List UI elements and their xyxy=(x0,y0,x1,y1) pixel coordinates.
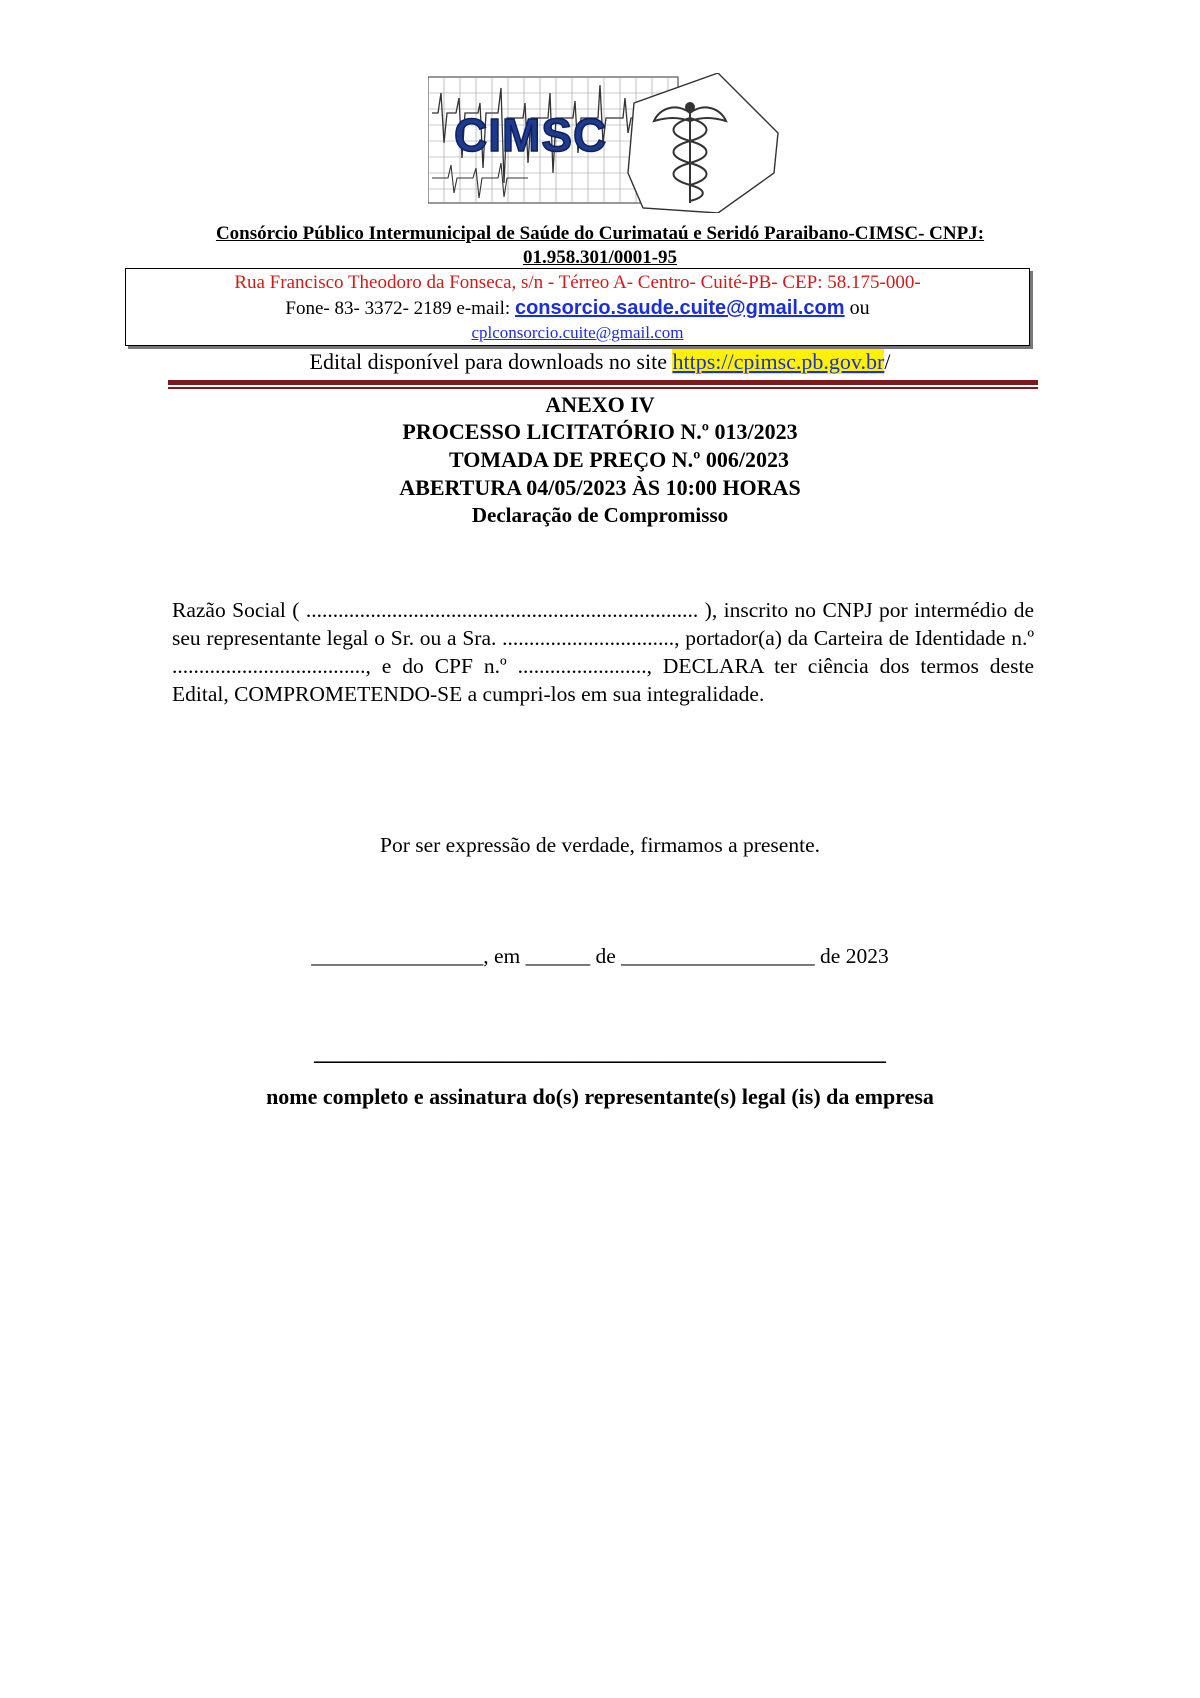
opening-date: ABERTURA 04/05/2023 ÀS 10:00 HORAS xyxy=(399,475,801,500)
signature-line: ____________________________________________________ xyxy=(314,1040,886,1065)
primary-email-link[interactable]: consorcio.saude.cuite@gmail.com xyxy=(514,297,845,319)
secondary-email-link[interactable]: cplconsorcio.cuite@gmail.com xyxy=(471,323,684,342)
address-line: Rua Francisco Theodoro da Fonseca, s/n - Térreo A- Centro- Cuité-PB- CEP: 58.175-000- xyxy=(234,272,921,293)
date-place-line: ________________, em ______ de __________________ de 2023 xyxy=(311,944,889,968)
header-divider-thin xyxy=(168,387,1038,389)
organization-name xyxy=(150,222,1050,270)
contact-line xyxy=(126,297,1029,320)
header-divider-thick xyxy=(168,380,1038,385)
logo-text: CIMSC xyxy=(454,109,608,161)
organization-cnpj: 01.958.301/0001-95 xyxy=(522,247,678,268)
document-subtitle: Declaração de Compromisso xyxy=(471,503,729,527)
edital-suffix: / xyxy=(884,349,891,374)
closing-statement: Por ser expressão de verdade, firmamos a presente. xyxy=(380,833,820,857)
signature-caption: nome completo e assinatura do(s) representante(s) legal (is) da empresa xyxy=(266,1084,934,1109)
email-separator: ou xyxy=(844,297,870,319)
edital-download-line xyxy=(150,349,1050,375)
declaration-paragraph: Razão Social ( ......................................................................... ), inscrito no CNPJ por intermédio de seu representante legal o Sr. ou a Sra. ................................, portador(a) da Carteira de Identidade n.º ...................................., e do CPF n.º ........................, DECLARA ter ciência dos termos deste Edital, COMPROMETENDO-SE a cumpri-los em sua integralidade. xyxy=(172,598,1034,706)
organization-name-line1: Consórcio Público Intermunicipal de Saúde do Curimataú e Seridó Paraibano-CIMSC- CNPJ: xyxy=(215,223,985,244)
cimsc-logo xyxy=(428,73,784,213)
edital-prefix: Edital disponível para downloads no site xyxy=(309,349,673,374)
annex-title: ANEXO IV xyxy=(545,392,655,417)
phone-text: Fone- 83- 3372- 2189 e-mail: xyxy=(285,298,515,319)
cimsc-logo-image xyxy=(428,73,784,213)
edital-site-link[interactable]: https://cpimsc.pb.gov.br xyxy=(672,349,885,374)
process-number: PROCESSO LICITATÓRIO N.º 013/2023 xyxy=(402,419,798,444)
address-box xyxy=(125,268,1030,346)
tomada-preco-number: TOMADA DE PREÇO N.º 006/2023 xyxy=(449,447,789,472)
